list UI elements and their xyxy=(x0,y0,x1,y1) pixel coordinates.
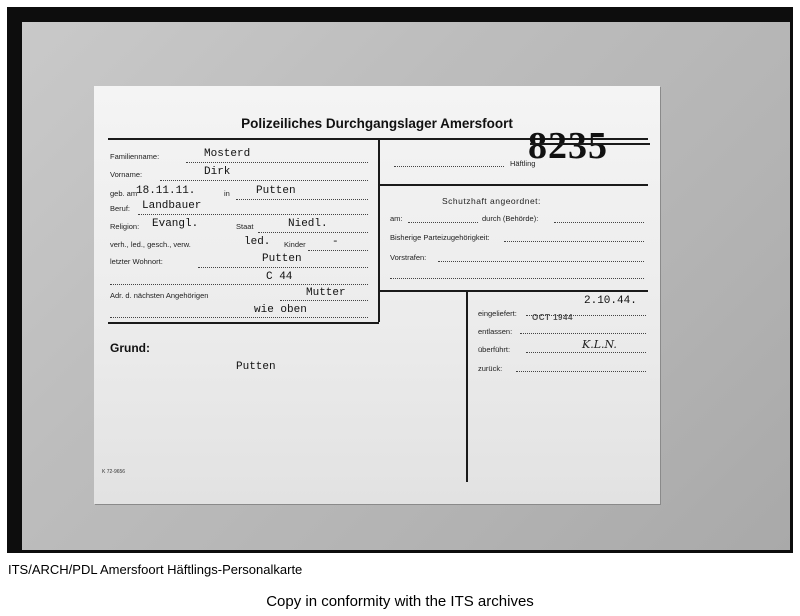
angehoerige-label: Adr. d. nächsten Angehörigen xyxy=(110,291,209,300)
haeftling-dotted-line xyxy=(394,166,504,167)
beruf-value: Landbauer xyxy=(142,200,202,212)
archive-caption: ITS/ARCH/PDL Amersfoort Häftlings-Personalkarte xyxy=(8,562,303,577)
staat-label: Staat xyxy=(236,222,254,231)
religion-label: Religion: xyxy=(110,222,140,231)
geburtsort-line xyxy=(236,199,368,200)
am-label: am: xyxy=(390,214,403,223)
form-number: K 72-9656 xyxy=(102,469,126,475)
kinder-line xyxy=(308,250,368,251)
schutzhaft-label: Schutzhaft angeordnet: xyxy=(442,196,541,206)
familienstand-label: verh., led., gesch., verw. xyxy=(110,240,191,249)
scan-background xyxy=(22,22,790,550)
haeftling-number: 8235 xyxy=(528,125,608,167)
haeftling-label: Häftling xyxy=(510,159,536,168)
vorname-line xyxy=(160,180,368,181)
familienname-label: Familienname: xyxy=(110,152,160,161)
partei-line xyxy=(504,241,644,242)
familienname-value: Mosterd xyxy=(204,148,251,160)
vorstrafen-line-2 xyxy=(390,278,644,279)
entlassen-date-stamp: OCT 1944 xyxy=(532,313,573,322)
wohnort-label: letzter Wohnort: xyxy=(110,257,163,266)
ueberfuehrt-label: überführt: xyxy=(478,345,511,354)
conformity-note: Copy in conformity with the ITS archives xyxy=(266,593,534,610)
geburtsort-in-label: in xyxy=(224,189,230,198)
schutzhaft-divider xyxy=(378,184,648,186)
wohnort-line-2 xyxy=(110,284,368,285)
angehoerige-line xyxy=(280,300,368,301)
beruf-label: Beruf: xyxy=(110,204,131,213)
religion-value: Evangl. xyxy=(152,218,199,230)
ueberfuehrt-value: K.L.N. xyxy=(582,338,617,351)
angehoerige-line-2 xyxy=(110,317,368,318)
familienname-line xyxy=(186,162,368,163)
kinder-value: - xyxy=(332,236,339,248)
vorname-value: Dirk xyxy=(204,166,231,178)
grund-label: Grund: xyxy=(110,341,150,355)
vorname-label: Vorname: xyxy=(110,170,143,179)
geb-am-value: 18.11.11. xyxy=(136,185,196,197)
durch-label: durch (Behörde): xyxy=(482,214,539,223)
left-block-right-border xyxy=(378,138,380,322)
zurueck-line xyxy=(516,371,646,372)
vorstrafen-label: Vorstrafen: xyxy=(390,253,427,262)
partei-label: Bisherige Parteizugehörigkeit: xyxy=(390,233,490,242)
left-block-bottom-border xyxy=(108,322,379,324)
grund-value: Putten xyxy=(236,361,276,373)
angehoerige-value-2: wie oben xyxy=(254,304,307,316)
card-title: Polizeiliches Durchgangslager Amersfoort xyxy=(241,116,513,131)
eingeliefert-label: eingeliefert: xyxy=(478,309,517,318)
scan-frame xyxy=(7,7,793,553)
durch-line xyxy=(554,222,644,223)
eingeliefert-value: 2.10.44. xyxy=(584,295,637,307)
vorstrafen-line xyxy=(438,261,644,262)
staat-line xyxy=(258,232,368,233)
entlassen-line xyxy=(520,333,646,334)
personal-card xyxy=(94,86,660,504)
geb-am-label: geb. am xyxy=(110,189,138,198)
haeftling-number-strike xyxy=(530,143,650,145)
geburtsort-value: Putten xyxy=(256,185,296,197)
entlassen-label: entlassen: xyxy=(478,327,513,336)
wohnort-value-2: C 44 xyxy=(266,271,293,283)
center-vertical-line xyxy=(466,290,468,482)
wohnort-line xyxy=(198,267,368,268)
am-line xyxy=(408,222,478,223)
right-section-divider xyxy=(378,290,648,292)
beruf-line xyxy=(138,214,368,215)
ueberfuehrt-line xyxy=(526,352,646,353)
staat-value: Niedl. xyxy=(288,218,328,230)
familienstand-value: led. xyxy=(244,236,271,248)
wohnort-value: Putten xyxy=(262,253,302,265)
zurueck-label: zurück: xyxy=(478,364,503,373)
angehoerige-value: Mutter xyxy=(306,287,346,299)
kinder-label: Kinder xyxy=(284,240,306,249)
